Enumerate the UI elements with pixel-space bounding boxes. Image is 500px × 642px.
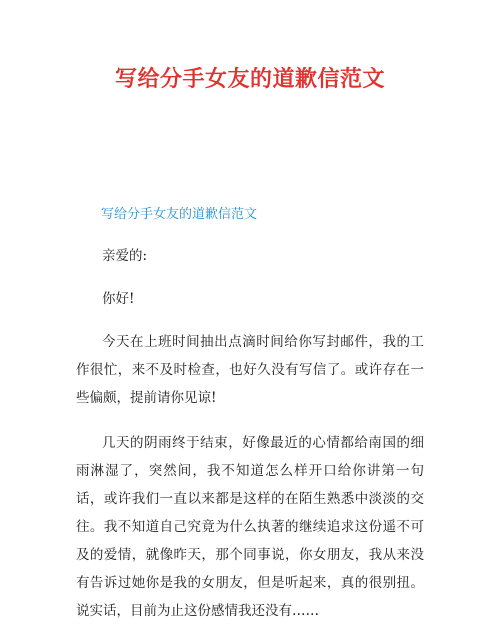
greeting: 你好!: [102, 291, 135, 307]
letter-body: [76, 205, 424, 642]
paragraph-body: 几天的阴雨终于结束，好像最近的心情都给南国的细雨淋湿了，突然间，我不知道怎么样开口给你讲第一句话，或许我们一直以来都是这样的在陌生熟悉中淡淡的交往。我不知道自己究竟为什么执著的继续追求这份遥不可及的爱情，就像昨天，那个同事说，你女朋友，我从来没有告诉过她你是我的女朋友，但是听起来，真的很别扭。说实话，目前为止这份感情我还没有……: [76, 435, 424, 619]
document-title: 写给分手女友的道歉信范文: [114, 67, 385, 92]
paragraph-intro: 今天在上班时间抽出点滴时间给你写封邮件，我的工作很忙，来不及时检查，也好久没有写信了。或许存在一些偏颇，提前请你见谅!: [76, 334, 424, 406]
salutation: 亲爱的:: [102, 248, 148, 264]
letter-subtitle: 写给分手女友的道歉信范文: [101, 207, 258, 222]
